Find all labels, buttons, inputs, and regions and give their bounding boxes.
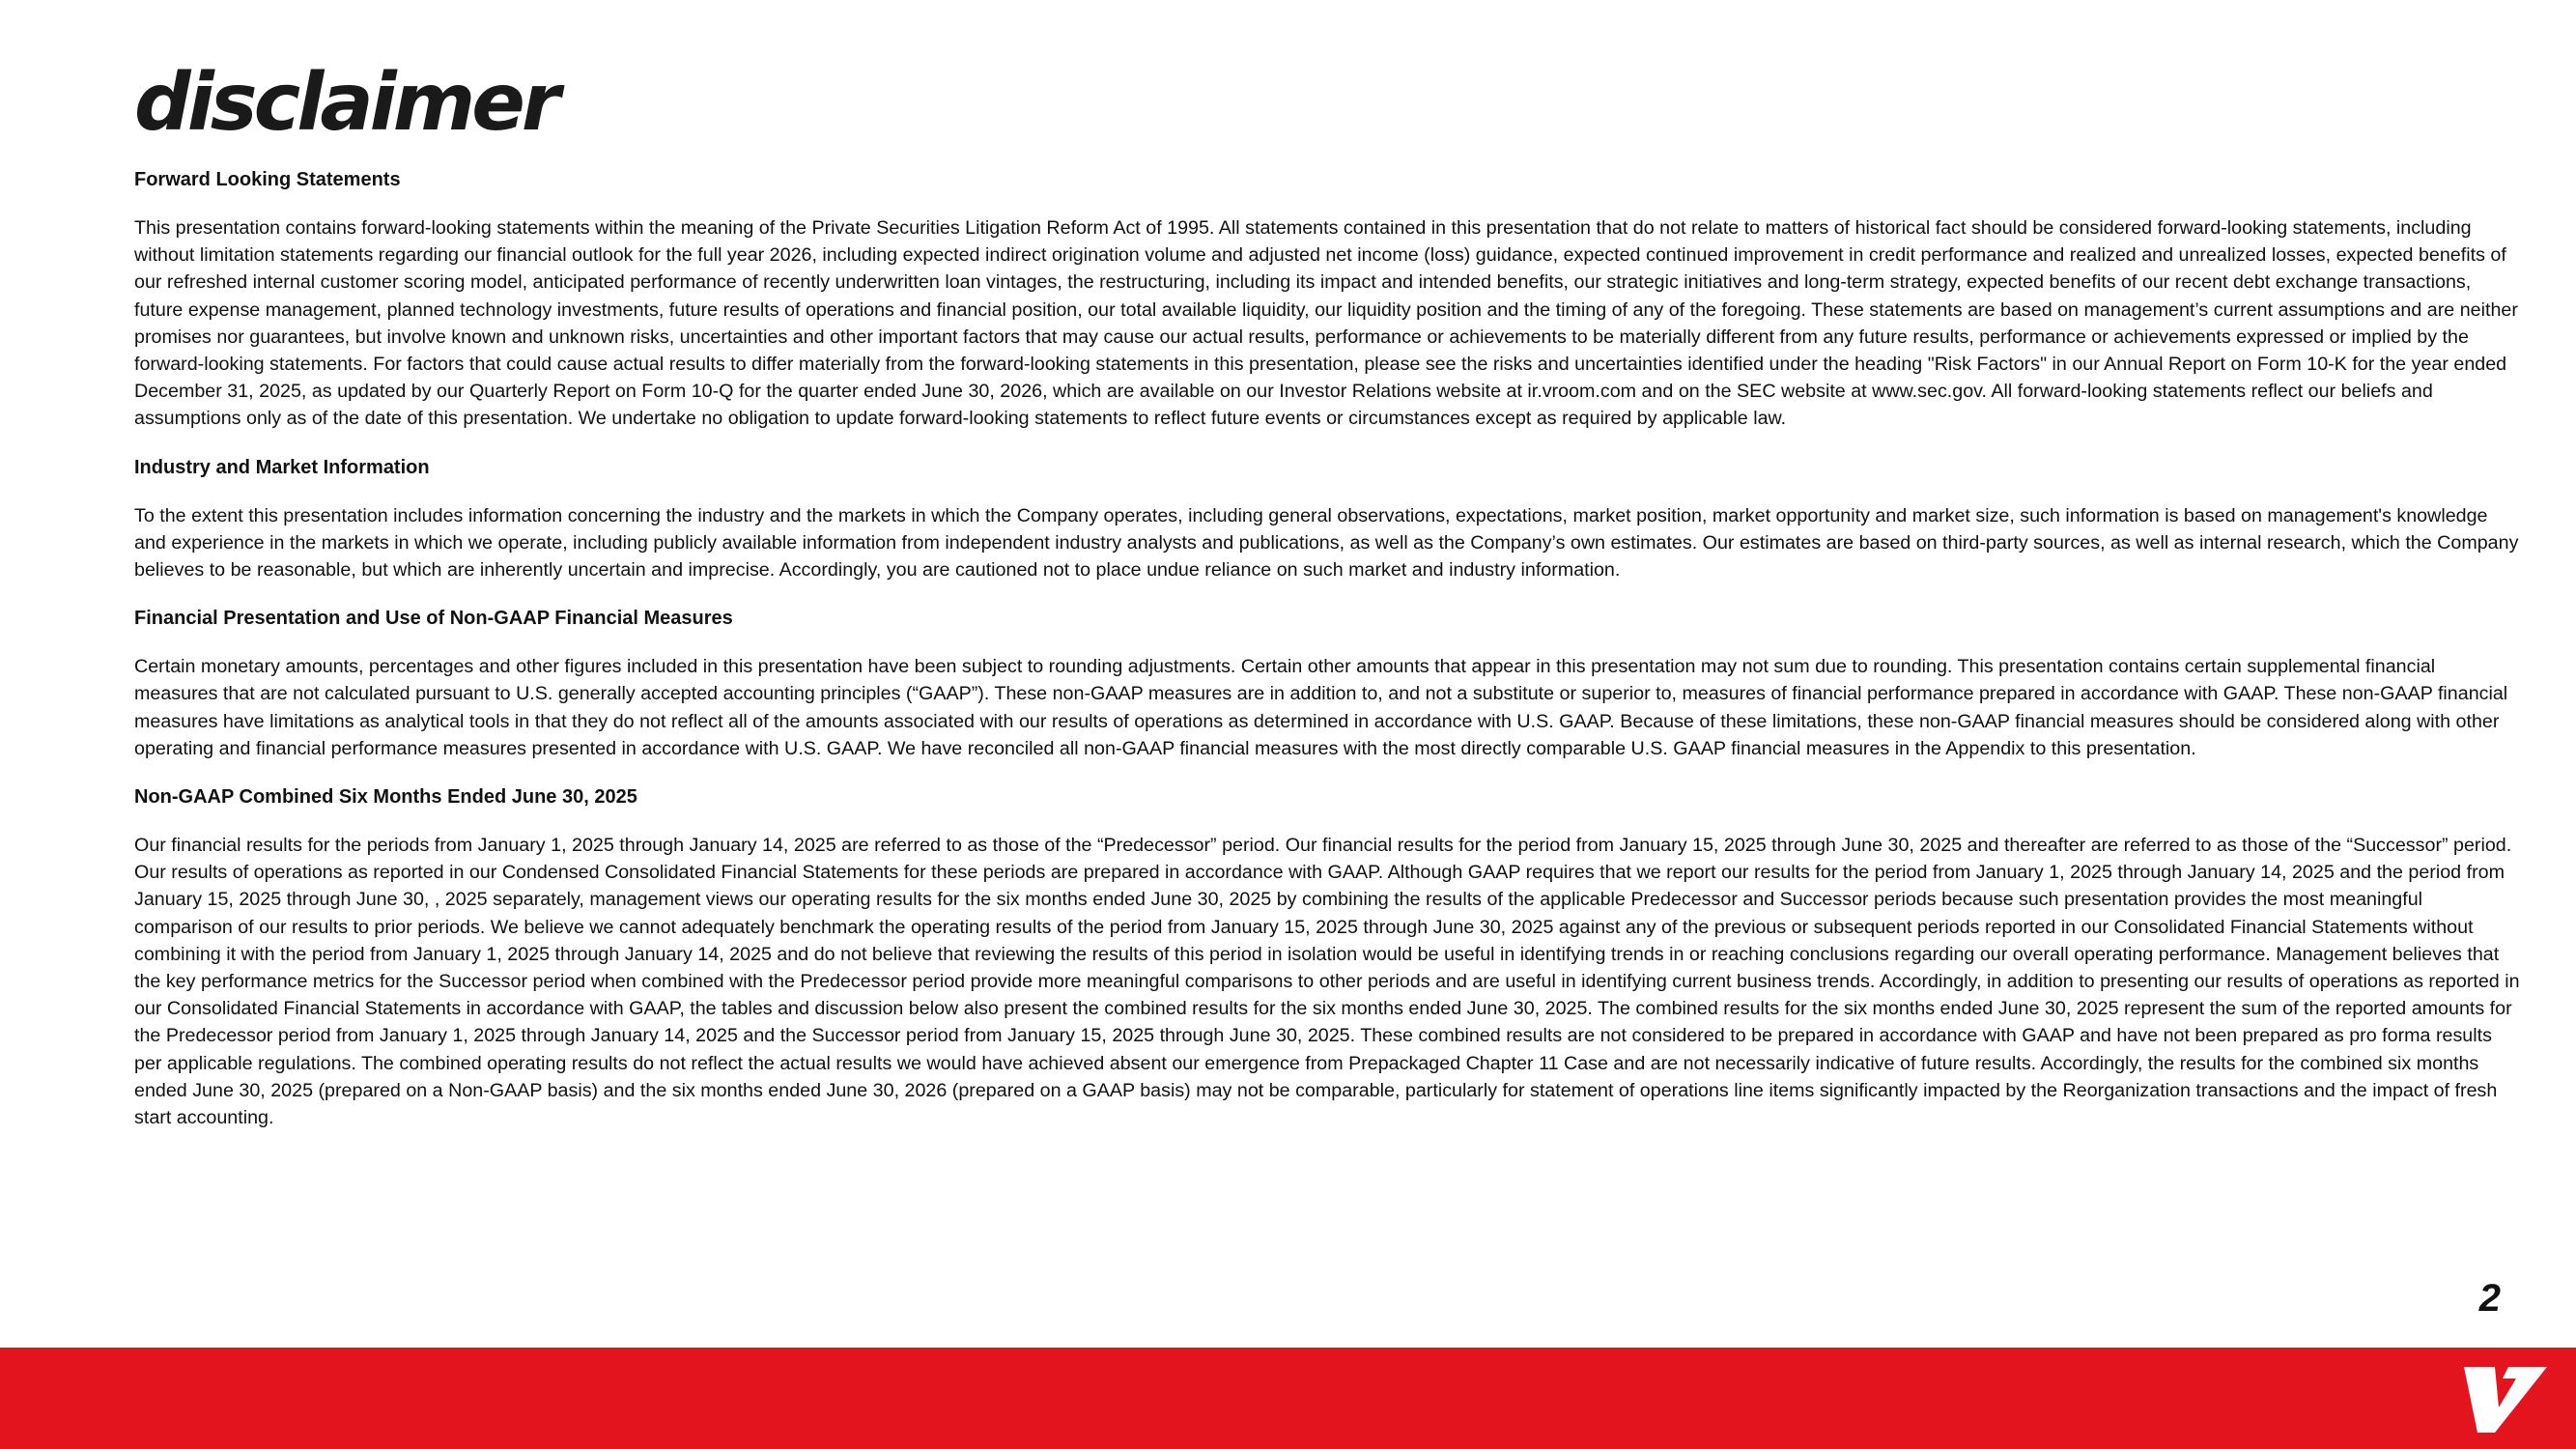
- page-number: 2: [2478, 1277, 2501, 1320]
- section-heading: Financial Presentation and Use of Non-GAAP Financial Measures: [134, 608, 733, 630]
- page-title: disclaimer: [134, 57, 557, 149]
- section-heading: Non-GAAP Combined Six Months Ended June 30, 2025: [134, 786, 637, 809]
- section-forward-looking-statements: [134, 166, 2520, 433]
- section-heading: Forward Looking Statements: [134, 169, 401, 190]
- section-non-gaap-measures: [134, 605, 2520, 762]
- section-body: This presentation contains forward-looking statements within the meaning of the Private Securities Litigation Reform Act of 1995. All statements contained in this presentation that do not relate to matters of historical fact should be considered forward-looking statements, including without limitation statements regarding our financial outlook for the full year 2026, including expected indirect origination volume and adjusted net income (loss) guidance, expected continued improvement in credit performance and realized and unrealized losses, expected benefits of our refreshed internal customer scoring model, anticipated performance of recently underwritten loan vintages, the restructuring, including its impact and intended benefits, our strategic initiatives and long-term strategy, expected benefits of our recent debt exchange transactions, future expense management, planned technology investments, future results of operations and financial position, our total available liquidity, our liquidity position and the timing of any of the foregoing. These statements are based on management’s current assumptions and are neither promises nor guarantees, but involve known and unknown risks, uncertainties and other important factors that may cause our actual results, performance or achievements to be materially different from any future results, performance or achievements expressed or implied by the forward-looking statements. For factors that could cause actual results to differ materially from the forward-looking statements in this presentation, please see the risks and uncertainties identified under the heading "Risk Factors" in our Annual Report on Form 10-K for the year ended December 31, 2025, as updated by our Quarterly Report on Form 10-Q for the quarter ended June 30, 2026, which are available on our Investor Relations website at ir.vroom.com and on the SEC website at www.sec.gov. All forward-looking statements reflect our beliefs and assumptions only as of the date of this presentation. We undertake no obligation to update forward-looking statements to reflect future events or circumstances except as required by applicable law.: [134, 217, 2518, 430]
- disclaimer-content: [134, 166, 2520, 1152]
- section-body: To the extent this presentation includes information concerning the industry and the markets in which the Company operates, including general observations, expectations, market position, market opportunity and market size, such information is based on management's knowledge and experience in the markets in which we operate, including publicly available information from independent industry analysts and publications, as well as the Company’s own estimates. Our estimates are based on third-party sources, as well as internal research, which the Company believes to be reasonable, but which are inherently uncertain and imprecise. Accordingly, you are cautioned not to place undue reliance on such market and industry information.: [134, 504, 2519, 582]
- footer-bar: [0, 1348, 2576, 1449]
- section-non-gaap-combined-six-months: [134, 783, 2520, 1131]
- section-body: Certain monetary amounts, percentages and other figures included in this presentation have been subject to rounding adjustments. Certain other amounts that appear in this presentation may not sum due to rounding. This presentation contains certain supplemental financial measures that are not calculated pursuant to U.S. generally accepted accounting principles (“GAAP”). These non-GAAP measures are in addition to, and not a substitute or superior to, measures of financial performance prepared in accordance with GAAP. These non-GAAP financial measures have limitations as analytical tools in that they do not reflect all of the amounts associated with our results of operations as determined in accordance with U.S. GAAP. Because of these limitations, these non-GAAP financial measures should be considered along with other operating and financial performance measures presented in accordance with U.S. GAAP. We have reconciled all non-GAAP financial measures with the most directly comparable U.S. GAAP financial measures in the Appendix to this presentation.: [134, 656, 2508, 759]
- section-heading: Industry and Market Information: [134, 456, 430, 478]
- brand-v-logo-icon: [2460, 1365, 2549, 1435]
- section-body: Our financial results for the periods from January 1, 2025 through January 14, 2025 are referred to as those of the “Predecessor” period. Our financial results for the period from January 15, 2025 through June 30, 2025 and thereafter are referred to as those of the “Successor” period. Our results of operations as reported in our Condensed Consolidated Financial Statements for these periods are prepared in accordance with GAAP. Although GAAP requires that we report our results for the period from January 1, 2025 through January 14, 2025 and the period from January 15, 2025 through June 30, , 2025 separately, management views our operating results for the six months ended June 30, 2025 by combining the results of the applicable Predecessor and Successor periods because such presentation provides the most meaningful comparison of our results to prior periods. We believe we cannot adequately benchmark the operating results of the period from January 15, 2025 through June 30, 2025 against any of the previous or subsequent periods reported in our Consolidated Financial Statements without combining it with the period from January 1, 2025 through January 14, 2025 and do not believe that reviewing the results of this period in isolation would be useful in identifying trends in or reaching conclusions regarding our overall operating performance. Management believes that the key performance metrics for the Successor period when combined with the Predecessor period provide more meaningful comparisons to other periods and are useful in identifying current business trends. Accordingly, in addition to presenting our results of operations as reported in our Consolidated Financial Statements in accordance with GAAP, the tables and discussion below also present the combined results for the six months ended June 30, 2025. The combined results for the six months ended June 30, 2025 represent the sum of the reported amounts for the Predecessor period from January 1, 2025 through January 14, 2025 and the Successor period from January 15, 2025 through June 30, 2025. These combined results are not considered to be prepared in accordance with GAAP and have not been prepared as pro forma results per applicable regulations. The combined operating results do not reflect the actual results we would have achieved absent our emergence from Prepackaged Chapter 11 Case and are not necessarily indicative of future results. Accordingly, the results for the combined six months ended June 30, 2025 (prepared on a Non-GAAP basis) and the six months ended June 30, 2026 (prepared on a GAAP basis) may not be comparable, particularly for statement of operations line items significantly impacted by the Reorganization transactions and the impact of fresh start accounting.: [134, 835, 2520, 1129]
- section-industry-market-information: [134, 454, 2520, 584]
